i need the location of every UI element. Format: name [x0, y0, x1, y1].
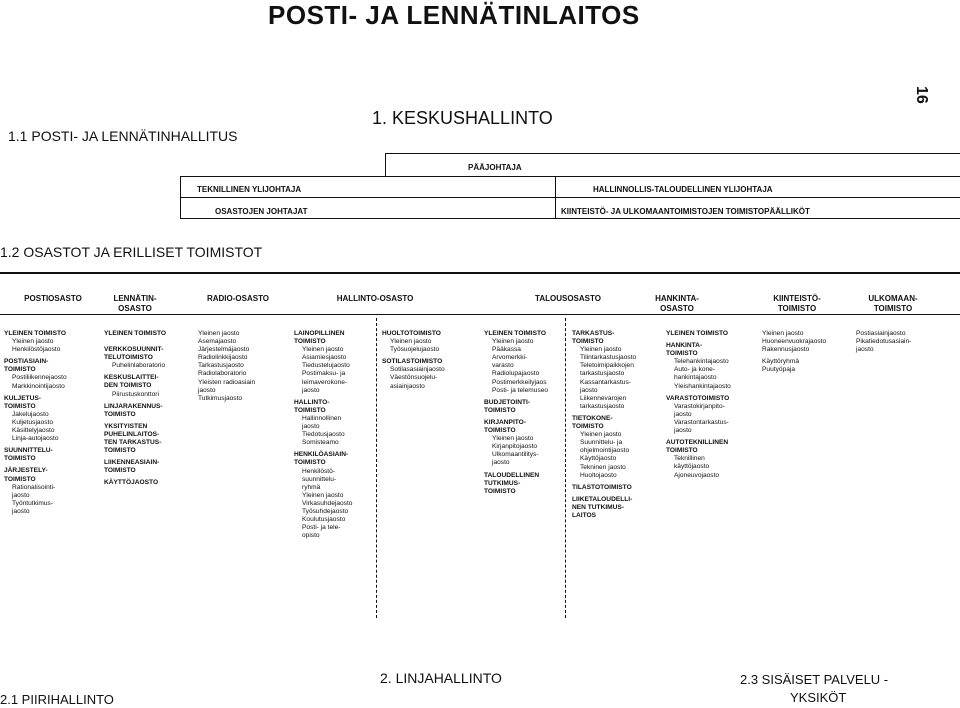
- heading-piirihallinto: 2.1 PIIRIHALLINTO: [0, 692, 114, 707]
- office-label: KULJETUS-: [4, 394, 41, 402]
- section-label: Tilintarkastusjaosto: [580, 354, 637, 362]
- section-label: Virkasuhdejaosto: [302, 499, 353, 507]
- section-label: Yleinen jaosto: [12, 338, 54, 346]
- section-label: Pääkassa: [492, 346, 521, 354]
- office-label: POSTIASIAIN-: [4, 358, 49, 366]
- office-label: LAITOS: [572, 511, 597, 519]
- section-label: ryhmä: [302, 483, 321, 491]
- heading-keskushallinto: 1. KESKUSHALLINTO: [372, 108, 553, 128]
- section-label: Yleinen jaosto: [302, 491, 344, 499]
- dept-hallinto-osasto: HALLINTO-OSASTO: [336, 294, 414, 303]
- section-label: Linja-autojaosto: [12, 435, 59, 443]
- dept-postiosasto: POSTIOSASTO: [24, 294, 82, 303]
- section-label: Teknillinen: [674, 455, 705, 463]
- office-label: KESKUSLAITTEI-: [104, 374, 159, 382]
- office-label: TOIMISTO: [484, 487, 516, 495]
- section-label: Asiamiesjaosto: [302, 354, 347, 362]
- office-label: TOIMISTO: [4, 475, 36, 483]
- connector-line: [180, 218, 960, 219]
- dept-ulkomaantoimisto: ULKOMAAN- TOIMISTO: [868, 294, 918, 313]
- column-talous-1: [484, 330, 548, 496]
- section-label: tarkastusjaosto: [580, 402, 625, 410]
- box-osastojen: OSASTOJEN JOHTAJAT: [215, 207, 308, 216]
- column-hallinto-1: [294, 330, 352, 540]
- section-label: Työsuhdejaosto: [302, 507, 349, 515]
- office-label: YLEINEN TOIMISTO: [484, 330, 547, 337]
- office-label: TELUTOIMISTO: [104, 354, 153, 362]
- office-label: TOIMISTO: [4, 366, 36, 374]
- office-label: TOIMISTO: [484, 406, 516, 414]
- section-label: Radiolupajaosto: [492, 370, 540, 378]
- section-label: Työntutkimus-: [12, 499, 54, 507]
- section-label: Yleisten radioasiain: [198, 378, 256, 386]
- office-label: TOIMISTO: [104, 447, 136, 455]
- section-label: suunnittelu-: [302, 475, 337, 483]
- office-label: TOIMISTO: [666, 350, 698, 358]
- section-label: jaosto: [12, 507, 30, 515]
- office-label: HENKILÖASIAIN-: [294, 451, 349, 459]
- column-lennatinosasto: [104, 330, 166, 488]
- section-label: Telehankintajaosto: [674, 358, 729, 366]
- heading-sisaiset-2: YKSIKÖT: [790, 690, 847, 705]
- office-label: SOTILASTOIMISTO: [382, 358, 443, 366]
- section-label: Postimerkkeilyjaos: [492, 378, 547, 386]
- office-label: TOIMISTO: [104, 467, 136, 475]
- box-kiinteisto: KIINTEISTÖ- JA ULKOMAANTOIMISTOJEN TOIMISTOPÄÄLLIKÖT: [561, 207, 810, 216]
- office-label: LIIKENNEASIAIN-: [104, 459, 160, 467]
- section-label: Väestönsuojelu-: [390, 374, 438, 382]
- section-label: Käyttöjaosto: [580, 455, 617, 463]
- office-label: AUTOTEKNILLINEN: [666, 439, 729, 447]
- office-label: HALLINTO-: [294, 398, 330, 406]
- section-label: Piirustuskonttori: [112, 390, 159, 398]
- section-label: jaosto: [302, 386, 320, 394]
- section-label: Ajoneuvojaosto: [674, 471, 720, 479]
- page-number: 16: [913, 86, 930, 104]
- office-label: TOIMISTO: [572, 338, 604, 346]
- section-label: Käyttöryhmä: [762, 358, 800, 366]
- office-label: TOIMISTO: [104, 410, 136, 418]
- section-label: Varastontarkastus-: [674, 418, 729, 426]
- office-label: TOIMISTO: [572, 423, 604, 431]
- dept-kiinteistotoimisto: KIINTEISTÖ- TOIMISTO: [773, 294, 821, 313]
- section-label: Posti- ja telemuseo: [492, 386, 549, 394]
- section-label: Hallinnollinen: [302, 414, 342, 422]
- section-label: Rationalisointi-: [12, 483, 56, 491]
- section-label: Yleinen jaosto: [762, 330, 804, 337]
- office-label: PUHELINLAITOS-: [104, 430, 160, 438]
- section-label: Huoltojaosto: [580, 471, 617, 479]
- section-label: leimaverokone-: [302, 378, 348, 386]
- office-label: BUDJETOINTI-: [484, 398, 531, 406]
- heading-posti-lennatinhallitus: 1.1 POSTI- JA LENNÄTINHALLITUS: [8, 128, 238, 144]
- column-talous-2: [572, 330, 636, 520]
- heading-osastot: 1.2 OSASTOT JA ERILLISET TOIMISTOT: [0, 244, 263, 260]
- section-label: Tutkimusjaosto: [198, 394, 243, 402]
- heading-linjahallinto: 2. LINJAHALLINTO: [380, 670, 502, 686]
- section-label: Auto- ja kone-: [674, 366, 716, 374]
- box-hallinnollinen: HALLINNOLLIS-TALOUDELLINEN YLIJOHTAJA: [593, 185, 773, 194]
- column-separator: [565, 318, 566, 618]
- office-label: TILASTOTOIMISTO: [572, 483, 632, 491]
- section-label: Kuljetusjaosto: [12, 418, 54, 426]
- office-label: TOIMISTO: [294, 406, 326, 414]
- section-label: Postiasiainjaosto: [856, 330, 906, 337]
- column-ulkomaan: [848, 330, 911, 354]
- office-label: YLEINEN TOIMISTO: [666, 330, 729, 337]
- dept-hankintaosasto: HANKINTA- OSASTO: [655, 294, 699, 313]
- section-label: käyttöjaosto: [674, 463, 710, 471]
- office-label: VARASTOTOIMISTO: [666, 394, 730, 402]
- section-label: asiainjaosto: [390, 382, 425, 390]
- office-label: YLEINEN TOIMISTO: [4, 330, 67, 337]
- heading-sisaiset-1: 2.3 SISÄISET PALVELU -: [740, 672, 889, 687]
- section-label: jaosto: [856, 346, 874, 354]
- section-label: Yleinen jaosto: [492, 338, 534, 346]
- box-paajohtaja: PÄÄJOHTAJA: [468, 163, 522, 172]
- column-hankinta: [666, 330, 731, 480]
- office-label: LIIKETALOUDELLI-: [572, 495, 633, 503]
- office-label: TOIMISTO: [294, 338, 326, 346]
- office-label: LINJARAKENNUS-: [104, 402, 163, 410]
- dept-talousosasto: TALOUSOSASTO: [535, 294, 601, 303]
- office-label: DEN TOIMISTO: [104, 382, 152, 390]
- section-label: Ulkomaantilitys-: [492, 451, 539, 459]
- section-label: Yleinen jaosto: [390, 338, 432, 346]
- section-label: Yleinen jaosto: [302, 346, 344, 354]
- column-separator: [376, 318, 377, 618]
- section-label: Suunnittelu- ja: [580, 439, 623, 447]
- section-label: Puhelinlaboratorio: [112, 362, 166, 370]
- section-label: Huoneenvuokrajaosto: [762, 338, 827, 346]
- section-label: Henkilöstöjaosto: [12, 346, 61, 354]
- section-label: Yleinen jaosto: [198, 330, 240, 337]
- section-label: Yleinen jaosto: [580, 431, 622, 439]
- section-label: Kassantarkastus-: [580, 378, 631, 386]
- section-label: Yleinen jaosto: [492, 435, 534, 443]
- section-label: ohjelmointijaosto: [580, 447, 630, 455]
- section-label: Radiolaboratorio: [198, 370, 247, 378]
- office-label: KÄYTTÖJAOSTO: [104, 479, 159, 487]
- office-label: TUTKIMUS-: [484, 479, 521, 487]
- office-label: VERKKOSUUNNIT-: [104, 346, 164, 354]
- office-label: HUOLTOTOIMISTO: [382, 330, 441, 337]
- departments-top-border: [0, 272, 960, 274]
- office-label: TOIMISTO: [294, 459, 326, 467]
- section-label: opisto: [302, 532, 320, 540]
- section-label: Teletoimipaikkojen: [580, 362, 634, 370]
- office-label: YLEINEN TOIMISTO: [104, 330, 167, 337]
- dept-radio-osasto: RADIO-OSASTO: [206, 294, 270, 303]
- section-label: Tekninen jaosto: [580, 463, 626, 471]
- office-label: NEN TUTKIMUS-: [572, 503, 625, 511]
- section-label: Koulutusjaosto: [302, 516, 346, 524]
- connector-line: [385, 153, 960, 154]
- section-label: jaosto: [580, 386, 598, 394]
- section-label: jaosto: [492, 459, 510, 467]
- section-label: Sotilasasiainjaosto: [390, 366, 445, 374]
- office-label: TEN TARKASTUS-: [104, 439, 162, 447]
- section-label: Posti- ja tele-: [302, 524, 341, 532]
- column-radio-osasto: [190, 330, 255, 403]
- section-label: Työsuojelujaosto: [390, 346, 440, 354]
- section-label: jaosto: [674, 427, 692, 435]
- section-label: Arvomerkki-: [492, 354, 528, 362]
- section-label: Radiolinkkijaosto: [198, 354, 248, 362]
- section-label: Markkinointijaosto: [12, 382, 65, 390]
- connector-line: [180, 197, 960, 198]
- office-label: TOIMISTO: [4, 455, 36, 463]
- column-hallinto-2: [382, 330, 445, 391]
- office-label: TOIMISTO: [4, 402, 36, 410]
- dept-lennatinosasto: LENNÄTIN- OSASTO: [113, 294, 157, 313]
- office-label: KIRJANPITO-: [484, 418, 527, 426]
- section-label: Pikatiedotusasiain-: [856, 338, 912, 346]
- section-label: jaosto: [674, 410, 692, 418]
- office-label: JÄRJESTELY-: [4, 467, 48, 475]
- section-label: Asemajaosto: [198, 338, 237, 346]
- section-label: varasto: [492, 362, 514, 370]
- section-label: Henkilöstö-: [302, 467, 335, 475]
- office-label: TOIMISTO: [666, 447, 698, 455]
- section-label: Järjestelmäjaosto: [198, 346, 250, 354]
- page-title: POSTI- JA LENNÄTINLAITOS: [268, 0, 640, 30]
- column-kiinteisto: [754, 330, 826, 374]
- section-label: Kirjanpitojaosto: [492, 443, 538, 451]
- office-label: HANKINTA-: [666, 342, 703, 350]
- section-label: jaosto: [12, 491, 30, 499]
- office-label: YKSITYISTEN: [104, 422, 148, 430]
- section-label: Tiedotusjaosto: [302, 431, 345, 439]
- office-label: TARKASTUS-: [572, 330, 615, 337]
- office-label: TIETOKONE-: [572, 414, 613, 422]
- column-postiosasto: [4, 330, 67, 516]
- section-label: Rakennusjaosto: [762, 346, 810, 354]
- section-label: Tarkastusjaosto: [198, 362, 244, 370]
- connector-line: [180, 176, 960, 177]
- section-label: Somisteamo: [302, 439, 339, 447]
- section-label: Puutyöpaja: [762, 366, 795, 374]
- section-label: Postimaksu- ja: [302, 370, 346, 378]
- section-label: Yleinen jaosto: [580, 346, 622, 354]
- section-label: jaosto: [302, 423, 320, 431]
- departments-bottom-border: [0, 314, 960, 315]
- office-label: SUUNNITTELU-: [4, 447, 53, 455]
- section-label: Postiliikennejaosto: [12, 374, 67, 382]
- section-label: Jakelujaosto: [12, 410, 49, 418]
- section-label: jaosto: [198, 386, 216, 394]
- office-label: TOIMISTO: [484, 427, 516, 435]
- section-label: Tiedustelujaosto: [302, 362, 350, 370]
- section-label: tarkastusjaosto: [580, 370, 625, 378]
- office-label: LAINOPILLINEN: [294, 330, 345, 337]
- box-tekninen: TEKNILLINEN YLIJOHTAJA: [197, 185, 302, 194]
- connector-line: [385, 153, 386, 177]
- office-label: TALOUDELLINEN: [484, 471, 540, 479]
- section-label: Liikennevarojen: [580, 394, 627, 402]
- section-label: Varastokirjanpito-: [674, 402, 725, 410]
- section-label: Yleishankintajaosto: [674, 382, 731, 390]
- section-label: hankintajaosto: [674, 374, 717, 382]
- section-label: Käsittelyjaosto: [12, 427, 55, 435]
